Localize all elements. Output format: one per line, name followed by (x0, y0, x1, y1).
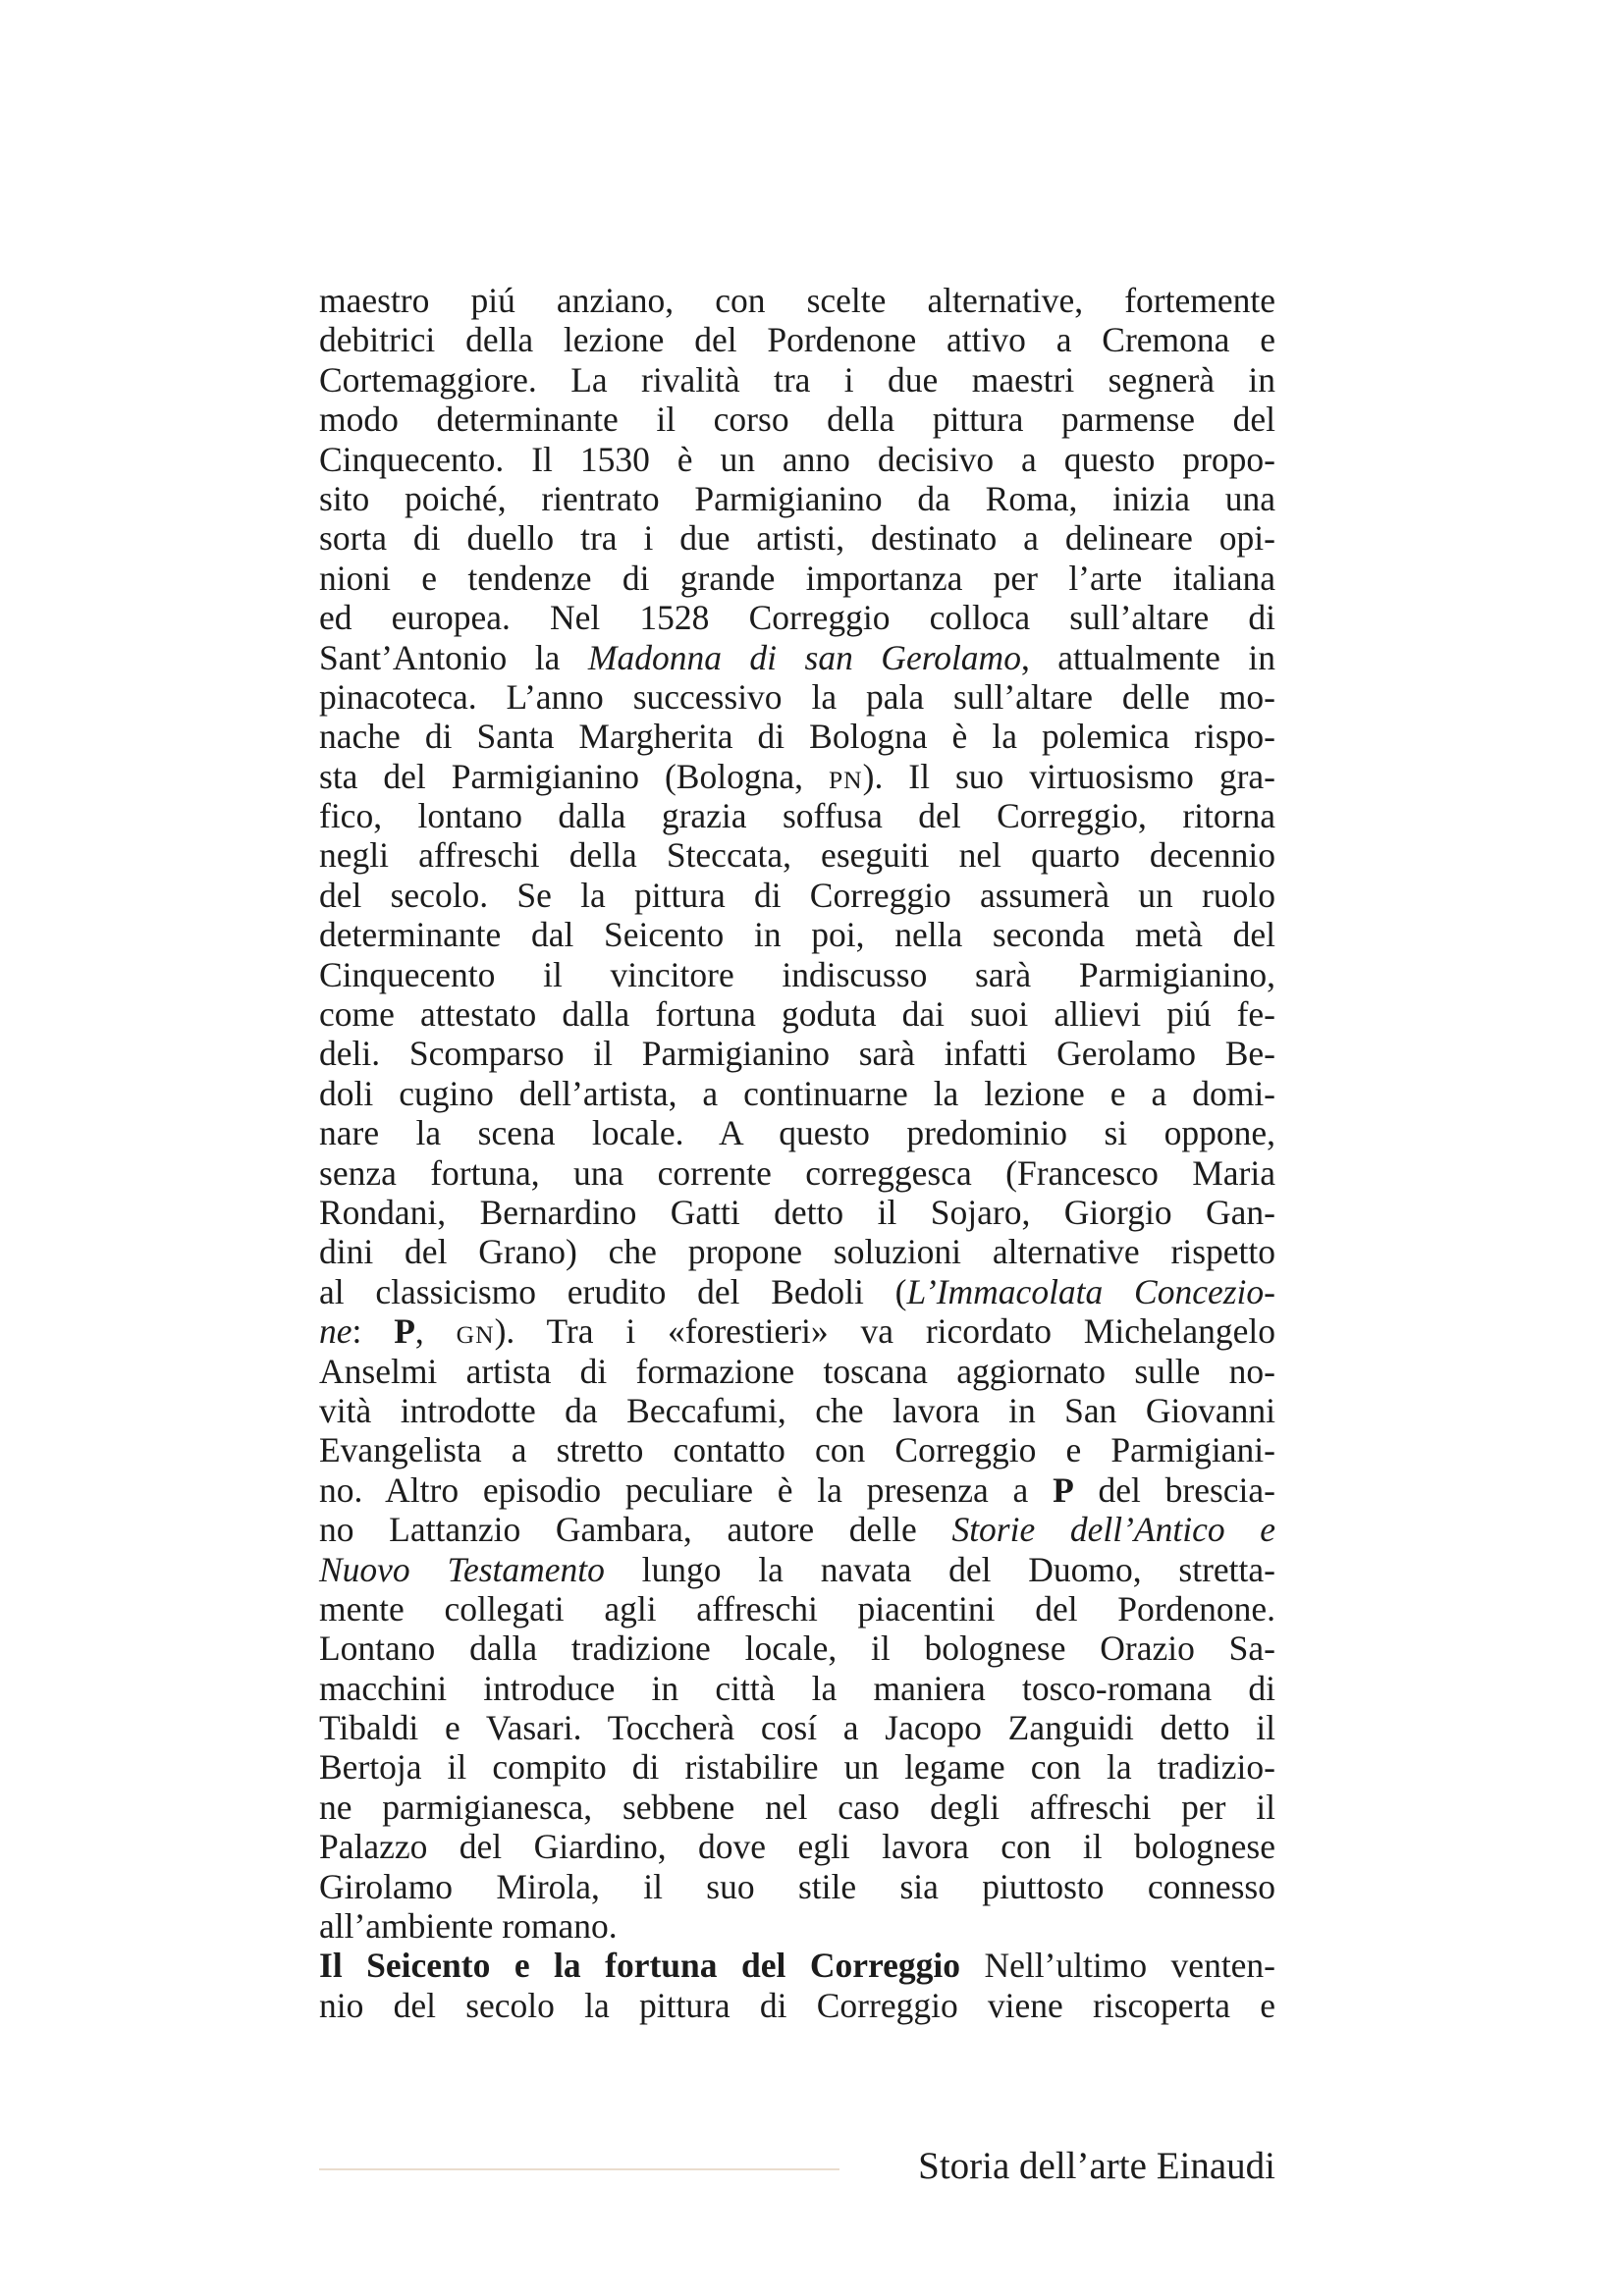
text-segment-sc: GN (456, 1320, 495, 1350)
text-line (319, 1113, 1275, 1152)
text-segment: Cinquecento. Il 1530 è un anno decisivo a questo propo- (319, 439, 1275, 479)
text-line (319, 1430, 1275, 1469)
text-segment: fico, lontano dalla grazia soffusa del Correggio, ritorna (319, 796, 1275, 836)
text-line (319, 1193, 1275, 1232)
text-segment: deli. Scomparso il Parmigianino sarà infatti Gerolamo Be- (319, 1034, 1275, 1074)
text-segment-b: P (1053, 1469, 1074, 1510)
text-segment: ). Tra i «forestieri» va ricordato Michelangelo (494, 1311, 1275, 1352)
text-segment-i: Storie dell’Antico e (951, 1510, 1276, 1550)
text-segment: sta del Parmigianino (Bologna, (319, 756, 829, 796)
text-segment: all’ambiente romano. (319, 1906, 618, 1947)
text-line (319, 1827, 1275, 1866)
text-segment-b: Il Seicento e la fortuna del Correggio (319, 1946, 960, 1986)
text-segment: maestro piú anziano, con scelte alternative, fortemente (319, 281, 1275, 320)
text-line (319, 1153, 1275, 1193)
text-line (319, 479, 1275, 518)
text-line (319, 1272, 1275, 1311)
text-segment: nioni e tendenze di grande importanza per l’arte italiana (319, 558, 1275, 598)
text-segment: sorta di duello tra i due artisti, destinato a delineare opi- (319, 518, 1275, 559)
text-line (319, 955, 1275, 994)
text-line (319, 1986, 1275, 2025)
text-line (319, 876, 1275, 915)
text-line (319, 1034, 1275, 1073)
text-line (319, 559, 1275, 598)
text-segment-b: P (394, 1311, 415, 1352)
text-line (319, 1352, 1275, 1391)
text-segment: Anselmi artista di formazione toscana aggiornato sulle no- (319, 1351, 1275, 1391)
text-segment: Cortemaggiore. La rivalità tra i due maestri segnerà in (319, 359, 1275, 400)
text-segment: dini del Grano) che propone soluzioni alternative rispetto (319, 1232, 1275, 1272)
text-segment: debitrici della lezione del Pordenone attivo a Cremona e (319, 320, 1275, 360)
text-line (319, 598, 1275, 637)
text-segment: mente collegati agli affreschi piacentini del Pordenone. (319, 1588, 1275, 1629)
text-line (319, 835, 1275, 875)
text-line (319, 320, 1275, 359)
text-segment: determinante dal Seicento in poi, nella seconda metà del (319, 915, 1275, 955)
text-segment: macchini introduce in città la maniera tosco-romana di (319, 1668, 1275, 1708)
text-segment-sc: PN (828, 765, 863, 794)
text-segment: sito poiché, rientrato Parmigianino da Roma, inizia una (319, 478, 1275, 518)
text-line (319, 400, 1275, 439)
text-line (319, 1510, 1275, 1549)
text-segment: Evangelista a stretto contatto con Correggio e Parmigiani- (319, 1430, 1275, 1470)
text-segment: ne parmigianesca, sebbene nel caso degli affreschi per il (319, 1787, 1275, 1827)
footer-publisher: Storia dell’arte Einaudi (918, 2145, 1275, 2187)
text-line (319, 915, 1275, 954)
text-segment-i: L’Immacolata Concezio- (906, 1271, 1275, 1311)
text-segment: nare la scena locale. A questo predominio si oppone, (319, 1113, 1275, 1153)
body-text (319, 281, 1275, 2025)
text-segment: al classicismo erudito del Bedoli ( (319, 1271, 907, 1311)
text-line (319, 1669, 1275, 1708)
text-segment: Girolamo Mirola, il suo stile sia piuttosto connesso (319, 1866, 1275, 1906)
text-segment: no. Altro episodio peculiare è la presenza a (319, 1469, 1054, 1510)
text-segment: senza fortuna, una corrente correggesca (Francesco Maria (319, 1152, 1275, 1193)
text-line (319, 677, 1275, 717)
text-line (319, 638, 1275, 677)
text-segment: no Lattanzio Gambara, autore delle (319, 1510, 952, 1550)
text-segment: Nell’ultimo venten- (959, 1946, 1276, 1986)
text-segment: come attestato dalla fortuna goduta dai suoi allievi piú fe- (319, 994, 1275, 1035)
text-segment: Bertoja il compito di ristabilire un legame con la tradizio- (319, 1747, 1275, 1788)
text-segment: Sant’Antonio la (319, 637, 588, 677)
text-segment: doli cugino dell’artista, a continuarne la lezione e a domi- (319, 1073, 1275, 1113)
text-line (319, 1946, 1275, 1985)
text-line (319, 1550, 1275, 1589)
text-segment: : (352, 1311, 395, 1352)
text-line (319, 518, 1275, 558)
text-line (319, 1708, 1275, 1747)
text-segment-i: Nuovo Testamento (319, 1549, 605, 1589)
text-line (319, 717, 1275, 756)
text-segment: Lontano dalla tradizione locale, il bolognese Orazio Sa- (319, 1629, 1275, 1669)
text-line (319, 1906, 1275, 1946)
text-segment: nio del secolo la pittura di Correggio viene riscoperta e (319, 1985, 1275, 2025)
text-segment: Cinquecento il vincitore indiscusso sarà Parmigianino, (319, 954, 1275, 994)
text-line (319, 1391, 1275, 1430)
text-segment: Rondani, Bernardino Gatti detto il Sojaro, Giorgio Gan- (319, 1192, 1275, 1232)
text-line (319, 1589, 1275, 1629)
text-line (319, 281, 1275, 320)
text-segment: ). Il suo virtuosismo gra- (862, 756, 1275, 796)
text-segment: Tibaldi e Vasari. Toccherà cosí a Jacopo Zanguidi detto il (319, 1708, 1275, 1748)
text-segment: del brescia- (1073, 1469, 1275, 1510)
text-segment: nache di Santa Margherita di Bologna è la polemica rispo- (319, 717, 1275, 757)
text-line (319, 1867, 1275, 1906)
text-segment: pinacoteca. L’anno successivo la pala sull’altare delle mo- (319, 676, 1275, 717)
text-segment: ed europea. Nel 1528 Correggio colloca sull’altare di (319, 598, 1275, 638)
text-line (319, 1788, 1275, 1827)
text-segment: lungo la navata del Duomo, stretta- (604, 1549, 1275, 1589)
text-line (319, 796, 1275, 835)
text-segment-i: ne (319, 1311, 352, 1352)
text-segment: vità introdotte da Beccafumi, che lavora in San Giovanni (319, 1390, 1275, 1430)
text-line (319, 1470, 1275, 1510)
text-line (319, 440, 1275, 479)
text-segment: , attualmente in (1020, 637, 1275, 677)
text-line (319, 1074, 1275, 1113)
text-segment-i: Madonna di san Gerolamo (587, 637, 1021, 677)
text-segment: , (414, 1311, 457, 1352)
text-segment: modo determinante il corso della pittura parmense del (319, 400, 1275, 440)
footer-rule (319, 2168, 839, 2170)
text-segment: del secolo. Se la pittura di Correggio assumerà un ruolo (319, 875, 1275, 915)
text-segment: negli affreschi della Steccata, eseguiti nel quarto decennio (319, 835, 1275, 876)
text-segment: Palazzo del Giardino, dove egli lavora con il bolognese (319, 1827, 1275, 1867)
text-line (319, 1311, 1275, 1351)
text-line (319, 360, 1275, 400)
text-line (319, 994, 1275, 1034)
text-line (319, 1747, 1275, 1787)
text-line (319, 1232, 1275, 1271)
text-line (319, 757, 1275, 796)
text-line (319, 1629, 1275, 1668)
